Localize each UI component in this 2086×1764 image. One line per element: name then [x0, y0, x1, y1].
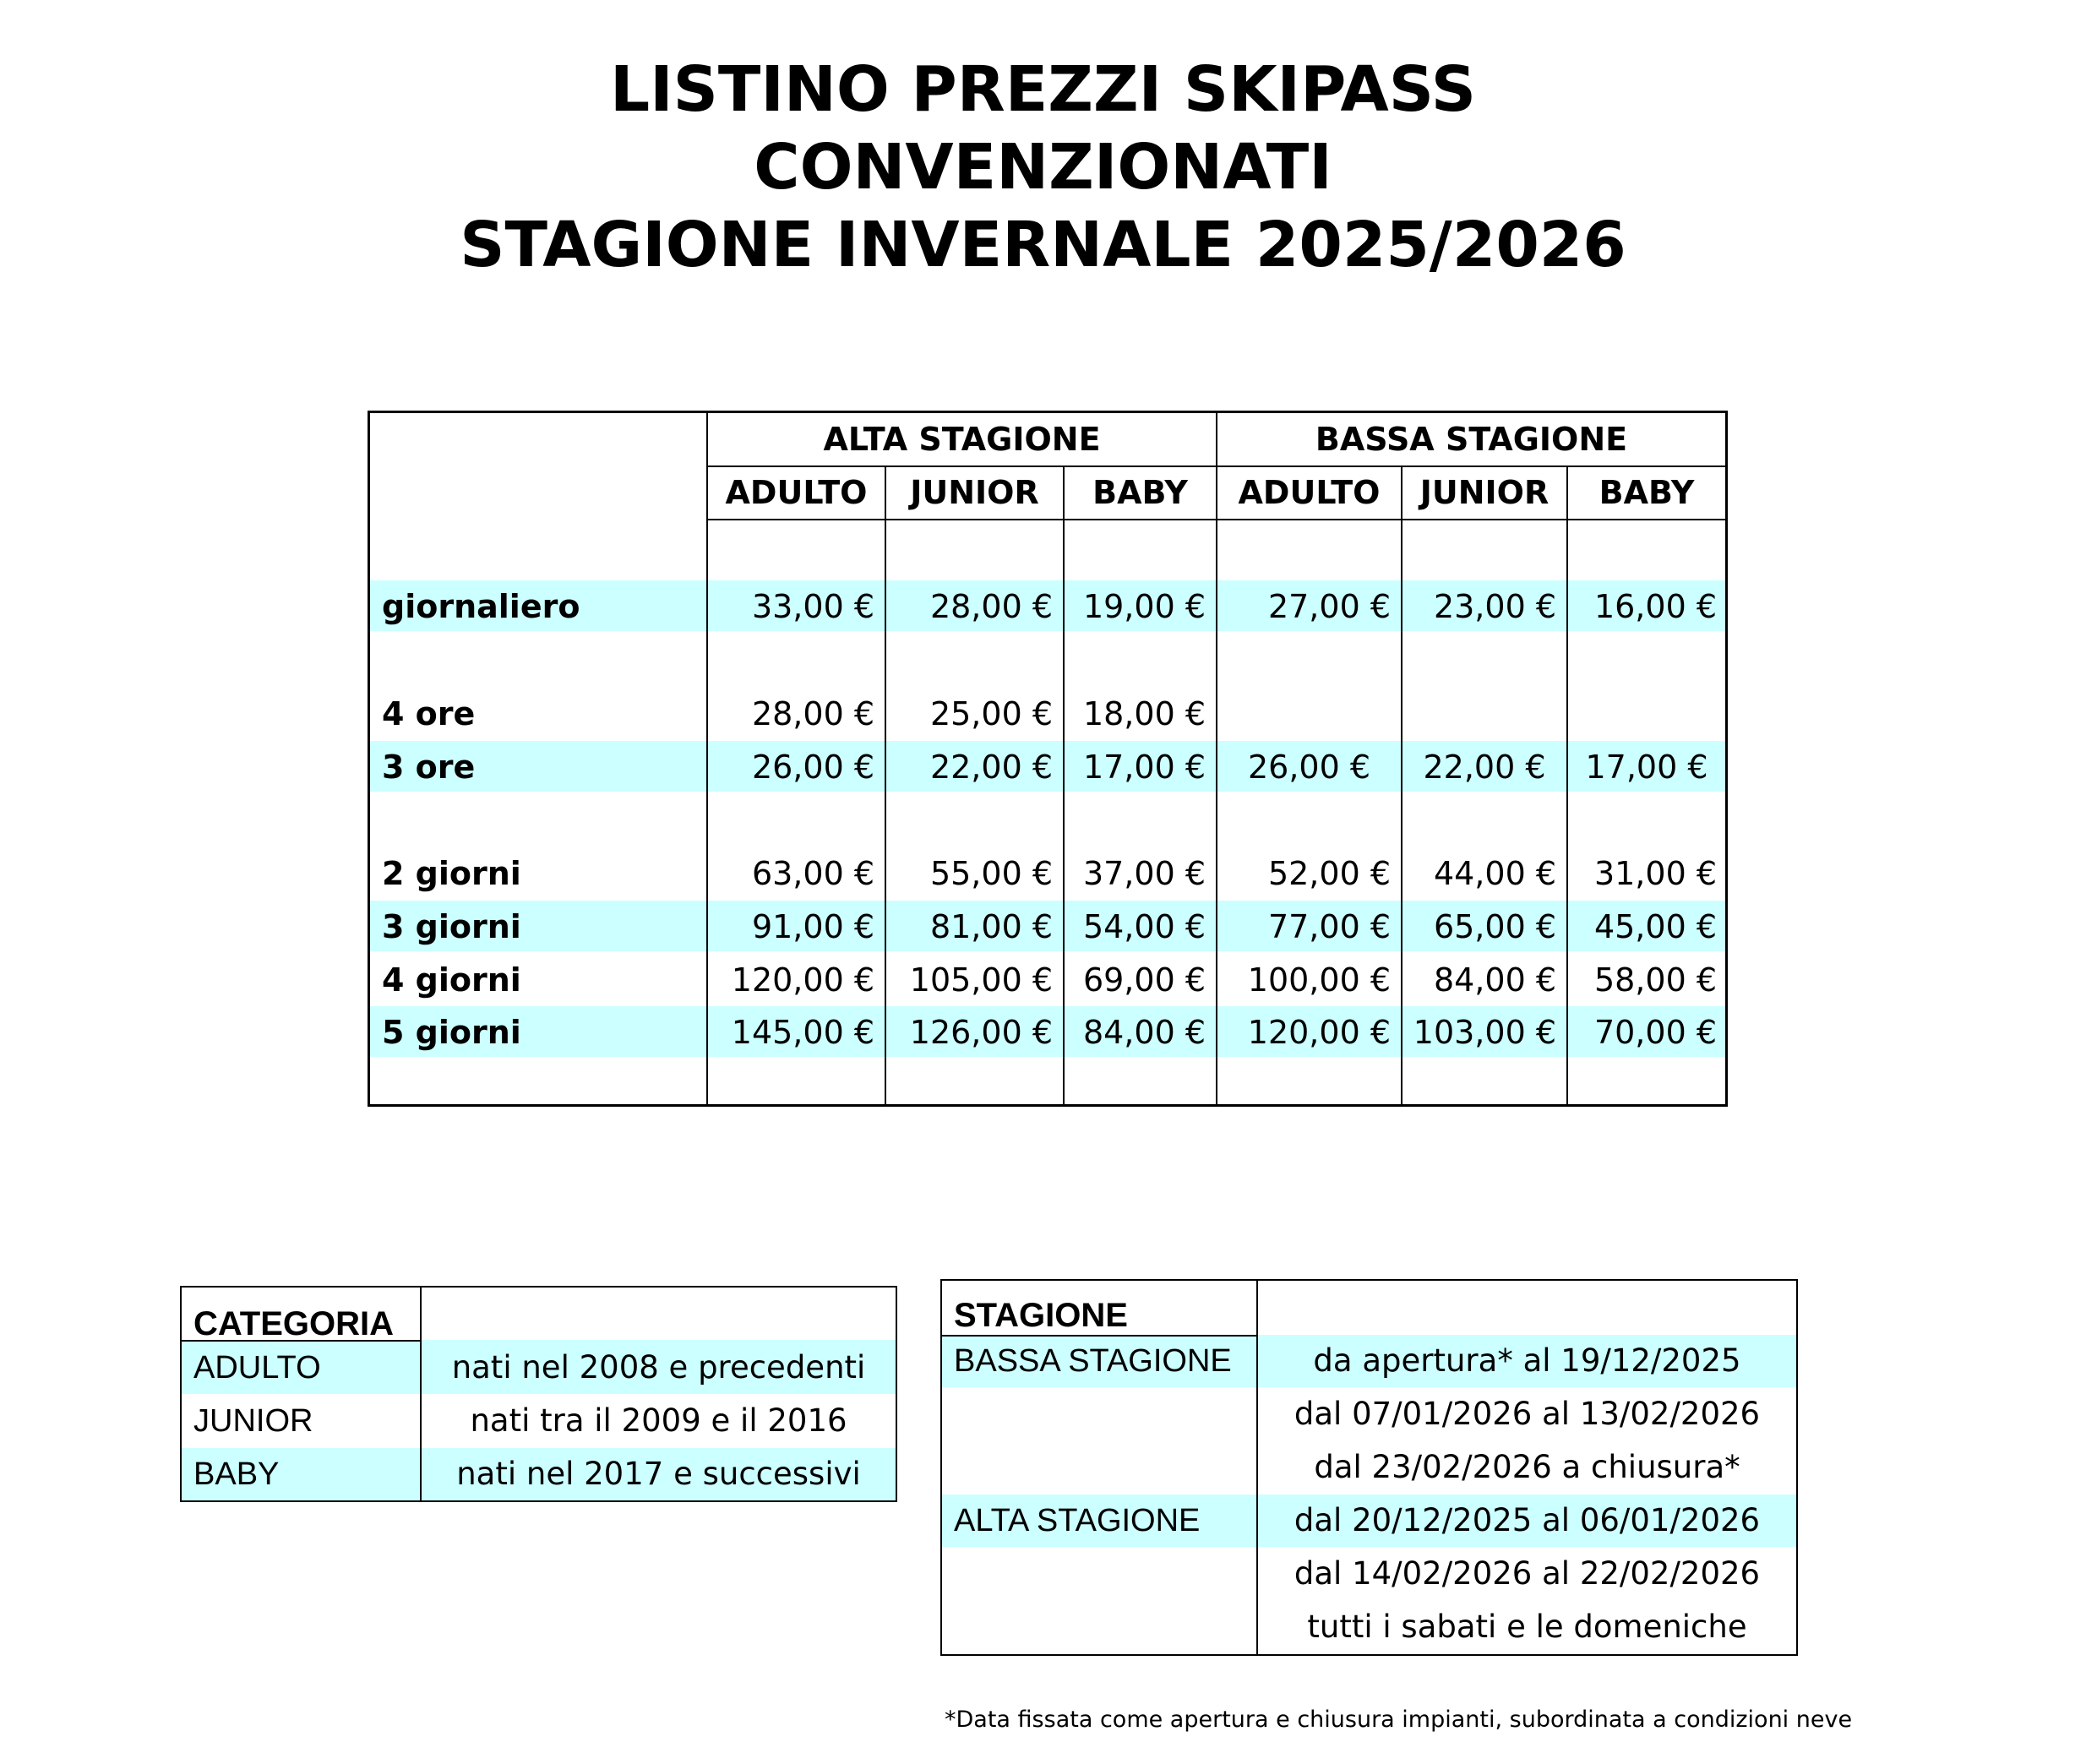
price-cell: 33,00 €: [751, 588, 874, 625]
categoria-value-adulto: nati nel 2008 e precedenti: [451, 1349, 866, 1386]
price-cell: 81,00 €: [929, 908, 1053, 945]
stagione-header: STAGIONE: [954, 1297, 1128, 1334]
price-cell: 84,00 €: [1433, 961, 1556, 999]
price-cell: 105,00 €: [909, 961, 1053, 999]
alta-period-1: dal 20/12/2025 al 06/01/2026: [1294, 1502, 1761, 1538]
price-cell: 91,00 €: [751, 908, 874, 945]
price-cell: 17,00 €: [1585, 749, 1708, 786]
price-cell: 37,00 €: [1082, 855, 1206, 892]
stagione-table: [940, 1279, 1798, 1656]
price-cell: 27,00 €: [1267, 588, 1391, 625]
price-cell: 23,00 €: [1433, 588, 1556, 625]
group-header-bassa: BASSA STAGIONE: [1315, 421, 1628, 458]
price-cell: 45,00 €: [1593, 908, 1717, 945]
price-cell: 25,00 €: [929, 695, 1053, 732]
group-header-alta: ALTA STAGIONE: [823, 421, 1101, 458]
bassa-period-1: da apertura* al 19/12/2025: [1313, 1342, 1741, 1379]
price-cell: 70,00 €: [1593, 1014, 1717, 1051]
price-cell: 28,00 €: [929, 588, 1053, 625]
title-line-1: LISTINO PREZZI SKIPASS: [609, 53, 1477, 126]
price-cell: 69,00 €: [1082, 961, 1206, 999]
categoria-value-junior: nati tra il 2009 e il 2016: [470, 1402, 847, 1439]
row-label-5-giorni: 5 giorni: [382, 1014, 521, 1051]
row-label-4-giorni: 4 giorni: [382, 961, 521, 999]
bassa-period-2: dal 07/01/2026 al 13/02/2026: [1294, 1396, 1761, 1432]
row-label-3-ore: 3 ore: [382, 749, 476, 786]
price-cell: 44,00 €: [1433, 855, 1556, 892]
price-cell: 28,00 €: [751, 695, 874, 732]
categoria-label-junior: JUNIOR: [193, 1403, 313, 1439]
price-cell: 55,00 €: [929, 855, 1053, 892]
col-header-alta-junior: JUNIOR: [910, 474, 1039, 511]
categoria-table: [180, 1286, 897, 1502]
price-cell: 63,00 €: [751, 855, 874, 892]
row-label-giornaliero: giornaliero: [382, 588, 580, 625]
price-cell: 120,00 €: [1247, 1014, 1391, 1051]
row-label-2-giorni: 2 giorni: [382, 855, 521, 892]
title-line-2: CONVENZIONATI: [754, 131, 1332, 204]
price-cell: 17,00 €: [1082, 749, 1206, 786]
stagione-label-bassa: BASSA STAGIONE: [954, 1343, 1232, 1379]
alta-period-2: dal 14/02/2026 al 22/02/2026: [1294, 1555, 1761, 1592]
col-header-bassa-junior: JUNIOR: [1419, 474, 1550, 511]
price-cell: 84,00 €: [1082, 1014, 1206, 1051]
price-cell: 58,00 €: [1593, 961, 1717, 999]
price-cell: 31,00 €: [1593, 855, 1717, 892]
price-cell: 22,00 €: [929, 749, 1053, 786]
bassa-period-3: dal 23/02/2026 a chiusura*: [1314, 1449, 1740, 1485]
price-cell: 77,00 €: [1267, 908, 1391, 945]
price-cell: 52,00 €: [1267, 855, 1391, 892]
footnote: *Data fissata come apertura e chiusura impianti, subordinata a condizioni neve: [945, 1707, 1853, 1733]
col-header-alta-baby: BABY: [1092, 474, 1188, 511]
alta-period-3: tutti i sabati e le domeniche: [1307, 1609, 1747, 1645]
price-table: [368, 411, 1728, 1107]
price-cell: 54,00 €: [1082, 908, 1206, 945]
stagione-label-alta: ALTA STAGIONE: [954, 1503, 1201, 1538]
categoria-header: CATEGORIA: [193, 1305, 395, 1342]
price-cell: 26,00 €: [1247, 749, 1371, 786]
price-cell: 103,00 €: [1413, 1014, 1556, 1051]
price-cell: 18,00 €: [1082, 695, 1206, 732]
price-cell: 145,00 €: [731, 1014, 874, 1051]
price-cell: 16,00 €: [1593, 588, 1717, 625]
title-line-3: STAGIONE INVERNALE 2025/2026: [460, 209, 1626, 281]
row-label-3-giorni: 3 giorni: [382, 908, 521, 945]
price-cell: 120,00 €: [731, 961, 874, 999]
categoria-label-adulto: ADULTO: [193, 1350, 321, 1386]
price-cell: 19,00 €: [1082, 588, 1206, 625]
header-line-2: [706, 519, 1725, 520]
price-cell: 100,00 €: [1247, 961, 1391, 999]
row-label-4-ore: 4 ore: [382, 695, 476, 732]
col-header-bassa-adulto: ADULTO: [1238, 474, 1381, 511]
page-title: [0, 51, 2086, 284]
categoria-label-baby: BABY: [193, 1456, 280, 1492]
col-header-alta-adulto: ADULTO: [725, 474, 868, 511]
price-cell: 26,00 €: [751, 749, 874, 786]
price-cell: 65,00 €: [1433, 908, 1556, 945]
col-header-bassa-baby: BABY: [1599, 474, 1695, 511]
price-cell: 126,00 €: [909, 1014, 1053, 1051]
price-cell: 22,00 €: [1423, 749, 1546, 786]
categoria-value-baby: nati nel 2017 e successivi: [456, 1456, 861, 1492]
